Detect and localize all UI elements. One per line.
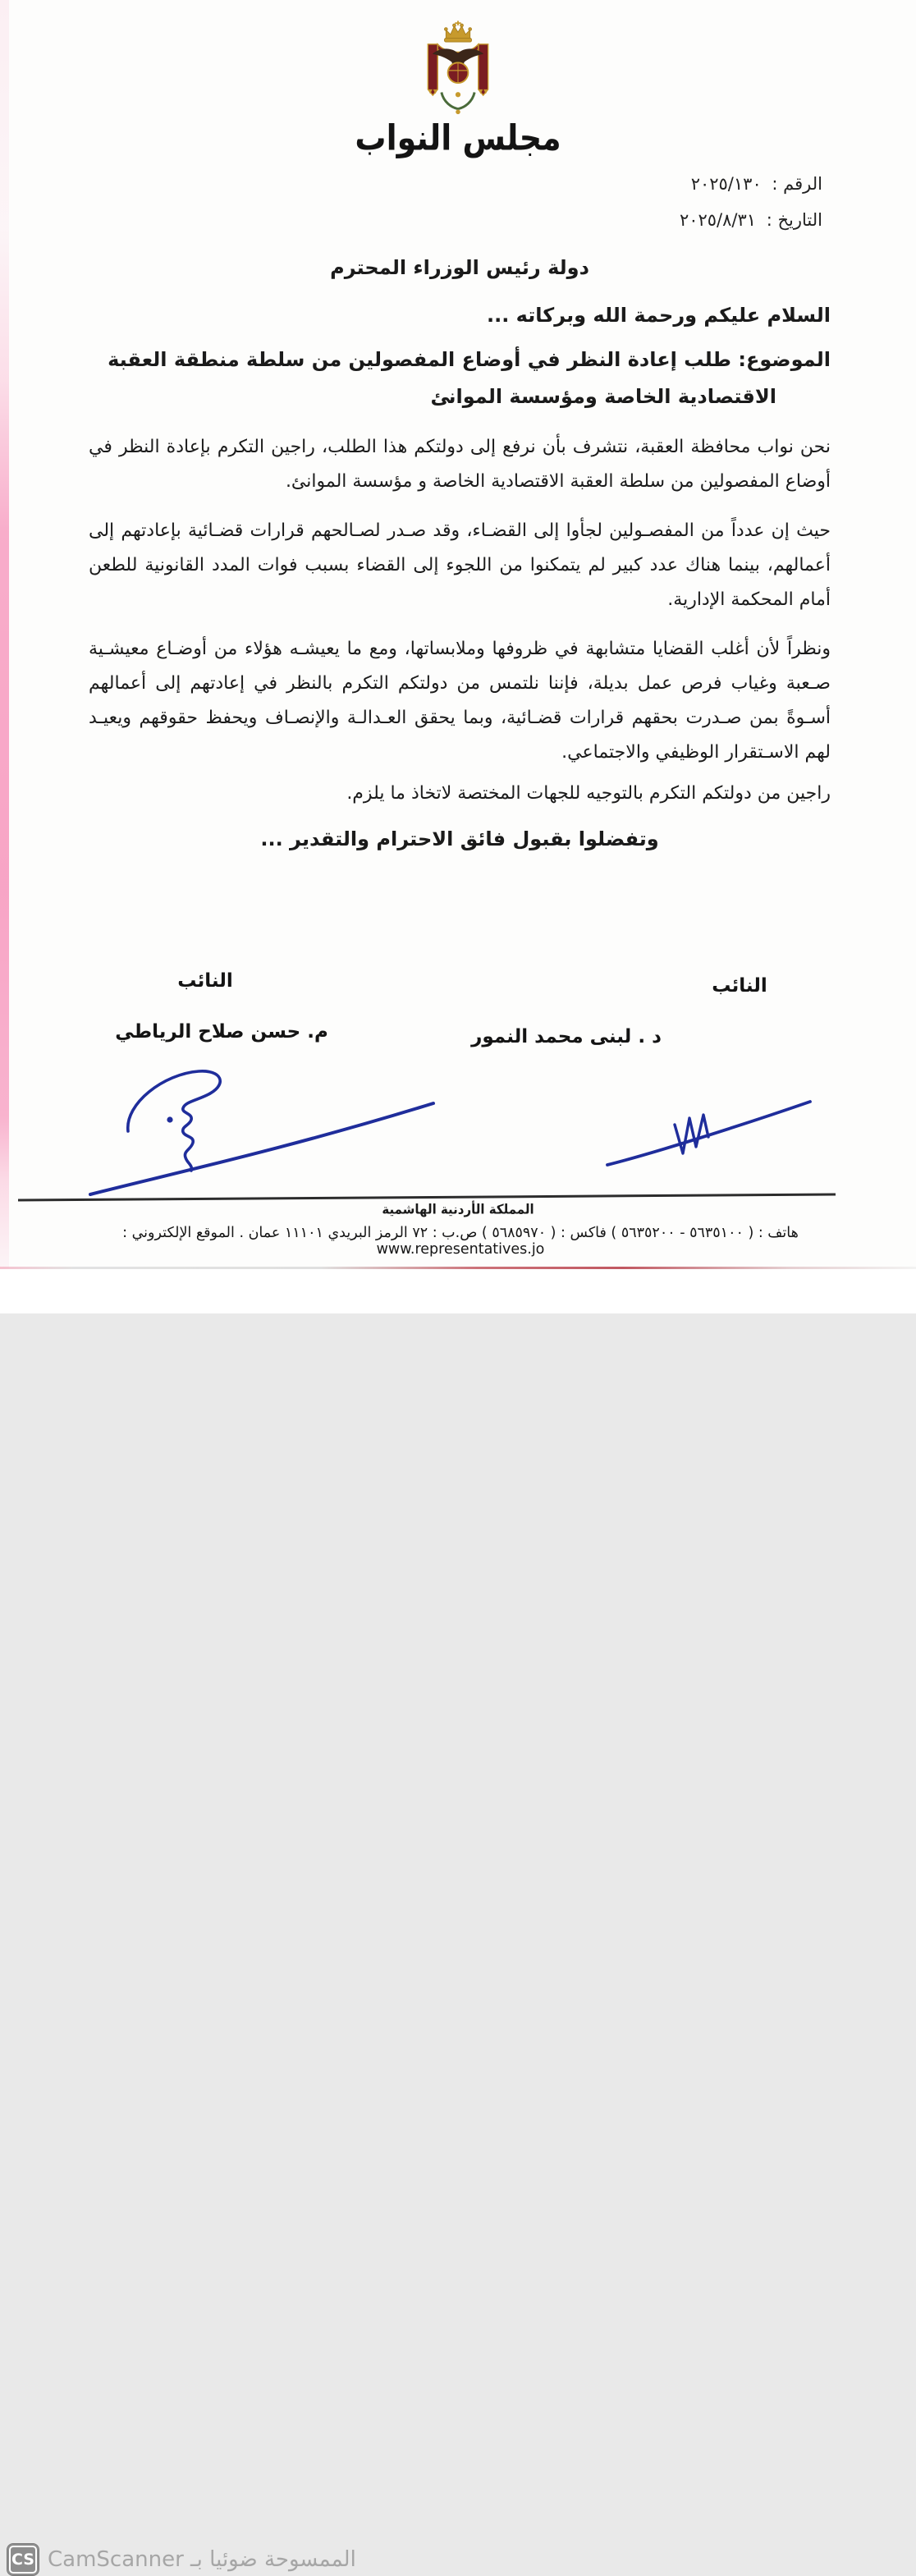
handwritten-signature-right	[604, 1093, 814, 1169]
camscanner-watermark	[7, 2543, 356, 2576]
ref-number-label: الرقم :	[772, 174, 822, 194]
footer-contact-line: هاتف : ( ٥٦٣٥١٠٠ - ٥٦٣٥٢٠٠ ) فاكس : ( ٥٦٨٥٩٧٠ ) ص.ب : ٧٢ الرمز البريدي ١١١٠١ عمان . الموقع الإلكتروني : www.representatives.jo	[122, 1225, 799, 1258]
crown	[445, 21, 472, 42]
letter-meta	[680, 174, 822, 246]
mp-name-left: م. حسن صلاح الرياطي	[115, 1021, 328, 1043]
letter-body	[89, 246, 831, 855]
parliament-name-calligraphy: مجلس النواب	[355, 117, 561, 158]
date-line	[680, 210, 822, 230]
date-value: ٢٠٢٥/٨/٣١	[679, 210, 757, 230]
jordan-coat-of-arms-icon	[413, 20, 503, 120]
scan-pink-edge	[0, 0, 9, 1268]
closing-line: وتفضلوا بقبول فائق الاحترام والتقدير ...	[260, 827, 659, 850]
date-label: التاريخ :	[766, 210, 822, 230]
camscanner-icon: CS	[7, 2543, 39, 2576]
camscanner-caption: الممسوحة ضوئيا بـ CamScanner	[48, 2547, 356, 2572]
subject-line-1: الموضوع: طلب إعادة النظر في أوضاع المفصولين من سلطة منطقة العقبة	[108, 348, 831, 371]
handwritten-signature-left	[85, 1061, 440, 1199]
kingdom-calligraphy: المملكة الأردنية الهاشمية	[382, 1201, 534, 1217]
paragraph-3: ونظراً لأن أغلب القضايا متشابهة في ظروفها وملابساتها، ومع ما يعيشـه هؤلاء من أوضـاع معيشـية صـعبة وغياب فرص عمل بديلة، فإننا نلتمس من دولتكم التكرم بالنظر في إعادتهم إلى أعمالهم أسـوةً بمن صـدرت بحقهم قرارات قضـائية، وبما يحقق العـدالـة والإنصـاف ويحفظ حقوقهم ويعيـد لهم الاسـتقرار الوظيفي والاجتماعي.	[89, 639, 831, 763]
mp-title-left: النائب	[177, 970, 233, 992]
mp-title-right: النائب	[712, 975, 767, 997]
greeting-line: السلام عليكم ورحمة الله وبركاته ...	[486, 304, 831, 327]
subject-line-2: الاقتصادية الخاصة ومؤسسة الموانئ	[430, 385, 776, 408]
watermark-bar	[0, 1269, 916, 2572]
recipient-line: دولة رئيس الوزراء المحترم	[330, 256, 589, 279]
subject-block	[89, 341, 831, 415]
paragraph-1: نحن نواب محافظة العقبة، نتشرف بأن نرفع إلى دولتكم هذا الطلب، راجين التكرم بإعادة النظر في أوضاع المفصولين من سلطة العقبة الاقتصادية الخاصة و مؤسسة الموانئ.	[89, 437, 831, 492]
paragraph-2: حيث إن عدداً من المفصـولين لجأوا إلى القضـاء، وقد صـدر لصـالحهم قرارات قضـائية بإعادتهم إلى أعمالهم، بينما هناك عدد كبير لم يتمكنوا من اللجوء إلى القضاء بسبب فوات المدد القانونية للطعن أمام المحكمة الإدارية.	[89, 520, 831, 610]
ref-number-line	[680, 174, 822, 194]
mp-name-right: د . لبنى محمد النمور	[471, 1026, 662, 1047]
star	[456, 92, 460, 97]
ref-number-value: ٢٠٢٥/١٣٠	[690, 174, 762, 194]
request-line: راجين من دولتكم التكرم بالتوجيه للجهات المختصة لاتخاذ ما يلزم.	[346, 783, 831, 804]
